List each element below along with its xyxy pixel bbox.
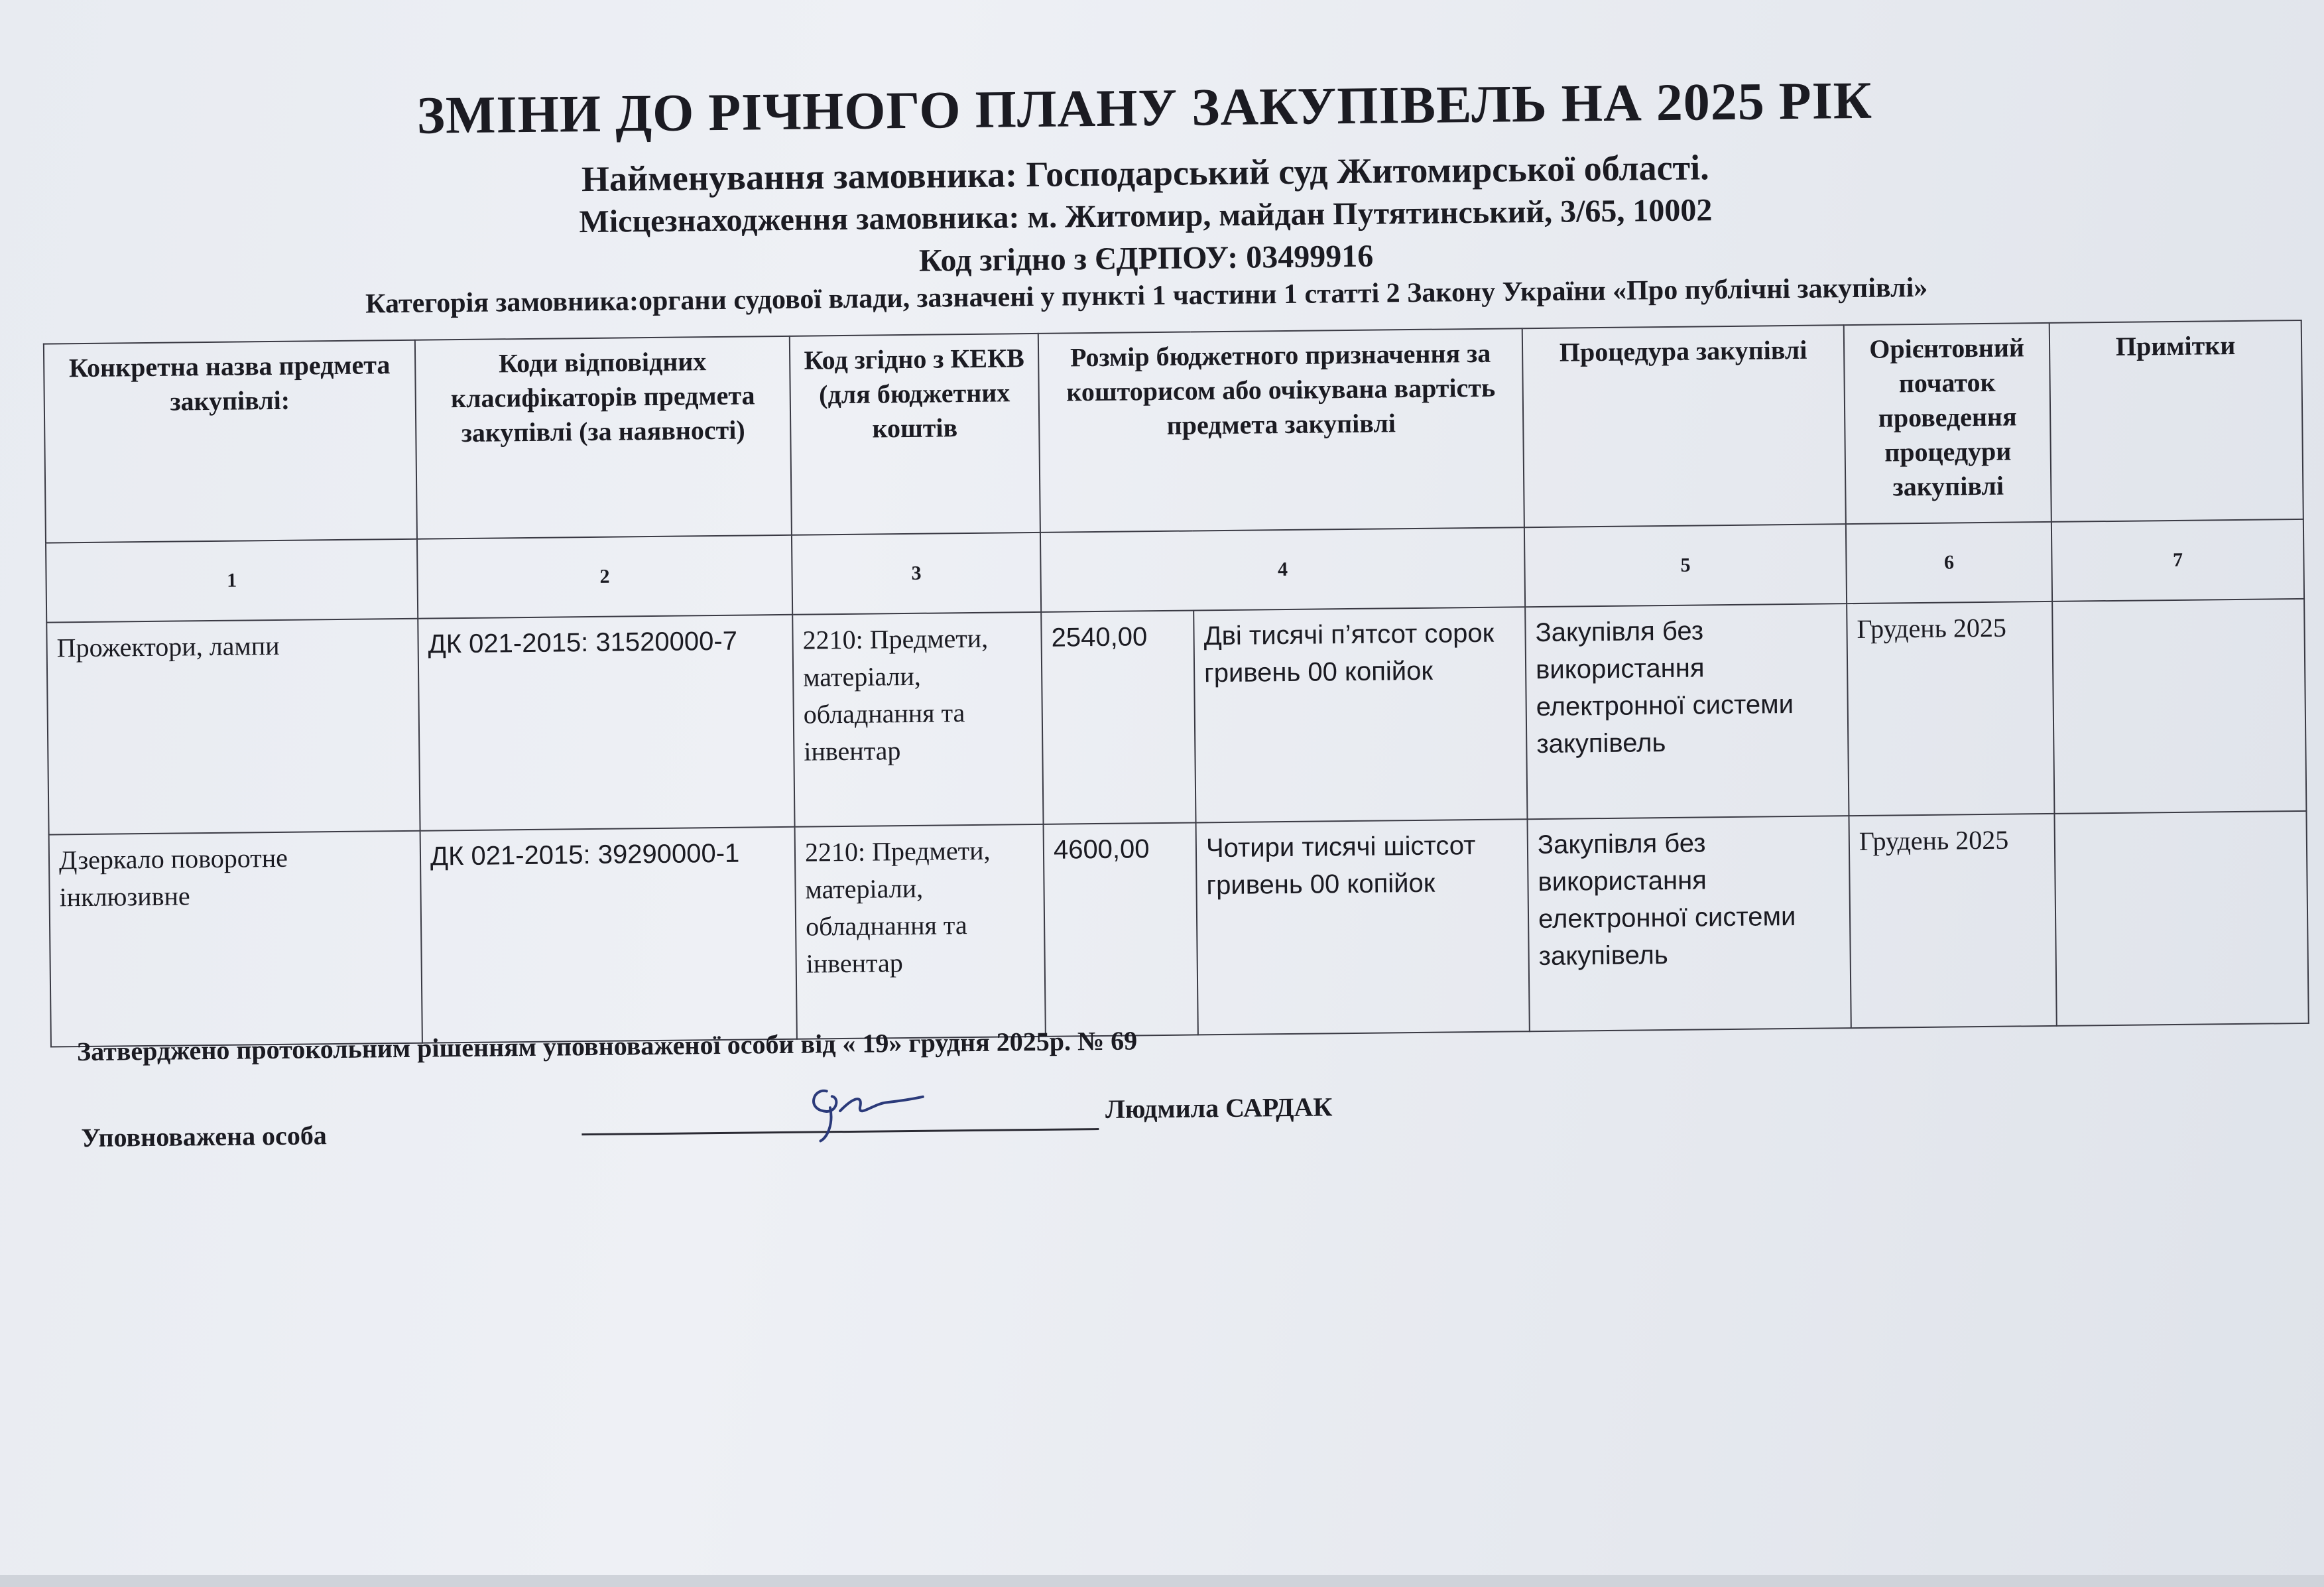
header-kekv-code: Код згідно з КЕКВ (для бюджетних коштів <box>790 334 1040 535</box>
authorized-person-label: Уповноважена особа <box>81 1120 328 1153</box>
table-header-row <box>44 320 2303 543</box>
item-name: Прожектори, лампи <box>46 619 420 835</box>
column-number: 3 <box>792 533 1041 615</box>
procedure: Закупівля без використання електронної системи закупівель <box>1528 816 1851 1031</box>
start-date: Грудень 2025 <box>1849 814 2056 1028</box>
kekv-code: 2210: Предмети, матеріали, обладнання та інвентар <box>795 824 1046 1039</box>
handwritten-signature <box>800 1070 926 1145</box>
header-classifier-codes: Коди відповідних класифікаторів предмета закупівлі (за наявності) <box>415 336 792 539</box>
classifier-code: ДК 021-2015: 31520000-7 <box>418 615 794 831</box>
column-number: 2 <box>417 535 792 619</box>
classifier-code: ДК 021-2015: 39290000-1 <box>420 827 797 1043</box>
header-procedure: Процедура закупівлі <box>1522 325 1846 527</box>
column-number: 1 <box>46 539 418 623</box>
document-title: ЗМІНИ ДО РІЧНОГО ПЛАНУ ЗАКУПІВЕЛЬ НА 2025 РІК <box>416 71 1873 145</box>
customer-location: Місцезнаходження замовника: м. Житомир, майдан Путятинський, 3/65, 10002 <box>579 192 1713 240</box>
signer-name: Людмила САРДАК <box>1105 1092 1333 1124</box>
procurement-table <box>43 320 2309 1048</box>
edrpou-code: Код згідно з ЄДРПОУ: 03499916 <box>918 238 1374 279</box>
header-item-name: Конкретна назва предмета закупівлі: <box>44 340 417 543</box>
customer-name: Найменування замовника: Господарський суд Житомирської області. <box>581 147 1709 200</box>
header-start-date: Орієнтовний початок проведення процедури закупівлі <box>1844 323 2051 524</box>
start-date: Грудень 2025 <box>1847 602 2054 816</box>
customer-category: Категорія замовника:органи судової влади, зазначені у пункті 1 частини 1 статті 2 Закону України «Про публічні закупівлі» <box>365 272 1928 320</box>
amount-words: Дві тисячі п’ятсот сорок гривень 00 копійок <box>1193 607 1527 822</box>
header-budget-amount: Розмір бюджетного призначення за кошторисом або очікувана вартість предмета закупівлі <box>1038 328 1524 533</box>
amount-value: 4600,00 <box>1044 822 1198 1036</box>
column-number: 5 <box>1524 524 1847 607</box>
notes <box>2054 811 2308 1026</box>
column-number: 4 <box>1040 527 1525 612</box>
item-name: Дзеркало поворотне інклюзивне <box>49 831 422 1047</box>
header-notes: Примітки <box>2049 320 2303 522</box>
kekv-code: 2210: Предмети, матеріали, обладнання та інвентар <box>792 612 1043 827</box>
table-row <box>46 599 2306 835</box>
column-number: 6 <box>1846 522 2052 603</box>
table-row <box>49 811 2309 1047</box>
notes <box>2052 599 2306 814</box>
amount-words: Чотири тисячі шістсот гривень 00 копійок <box>1196 819 1530 1035</box>
amount-value: 2540,00 <box>1041 610 1195 824</box>
column-number: 7 <box>2051 519 2304 602</box>
approval-statement: Затверджено протокольним рішенням уповноваженої особи від « 19» грудня 2025р. № 69 <box>76 1025 1138 1067</box>
procedure: Закупівля без використання електронної системи закупівель <box>1525 603 1849 819</box>
